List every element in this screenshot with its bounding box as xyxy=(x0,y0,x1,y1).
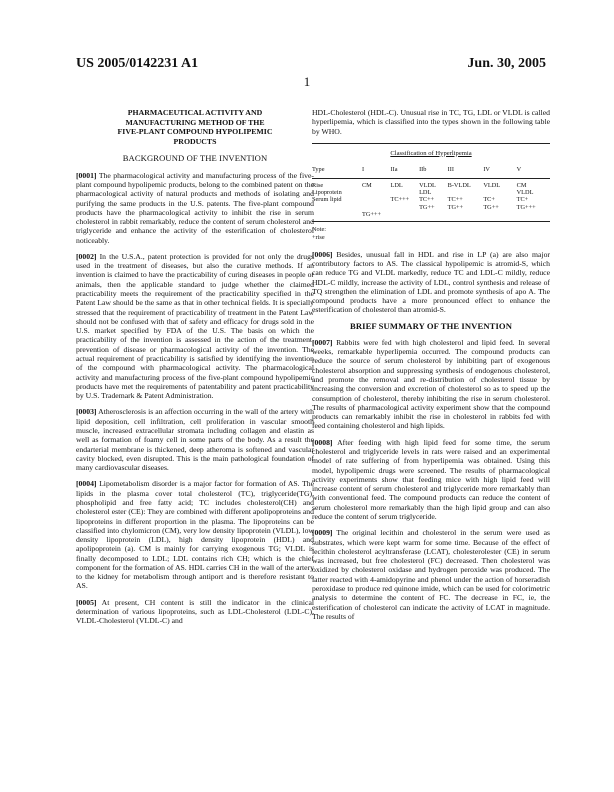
cell-line: Rise xyxy=(312,181,324,189)
table-cell xyxy=(448,178,484,222)
cell-line: CM xyxy=(516,181,527,189)
paragraph-text: Atherosclerosis is an affection occurring in the wall of the artery with lipid deposition, cell infiltration, cell proliferation in vascular smooth muscle, increased extracellular stromata including collagen and elastin as well as formation of foamy cell in some parts of the body. As a result the endarterial membrane is thickened, deep atheroma is softened and vascular cavity blocked, even disrupted. This is the main pathological foundation of many cardiovascular diseases. xyxy=(76,407,314,473)
right-column xyxy=(312,108,550,628)
paragraph-0005 xyxy=(76,598,314,626)
table-header-cell: I xyxy=(362,162,391,178)
cell-line: TG+++ xyxy=(361,211,382,219)
cell-line: TG+++ xyxy=(516,203,536,211)
table-cell xyxy=(312,178,362,222)
table-body-row xyxy=(312,178,550,222)
cell-line: TC++ xyxy=(419,196,435,204)
title-line: PRODUCTS xyxy=(173,136,217,146)
paragraph-text: The pharmacological activity and manufacturing process of the five-plant compound hypolipemic products, belong to the combined patent on the pharmacological activity of natural products and methods of isolating and purifying the same products in the U.S. patents. The five-plant compound products have the pharmacological activity to inhibit the rise in serum cholesterol in rabbit remarkably, reduce the content of serum cholesterol and triglyceride and enhance the activity of the esterification of cholesterol noticeably. xyxy=(76,170,314,245)
paragraph-text: Besides, unusual fall in HDL and rise in LP (a) are also major contributory factors to AS. The classical hypolipemic is atromid-S, which can reduce TG and VLDL markedly, reduce TC and LDL-C mildly, reduce HDL-C mildly, increase the activity of LDL, control synthesis and release of TQ strengthen the elimination of LDL and promote synthesis of apo A. The compound products have a more pronounced effect to enhance the esterification of cholesterol than atromid-S. xyxy=(312,249,550,315)
table-header-cell: V xyxy=(517,162,550,178)
table-note xyxy=(312,226,550,241)
paragraph-number: [0001] xyxy=(76,170,97,180)
hyperlipemia-table xyxy=(312,143,550,242)
cell-line: TC+++ xyxy=(390,196,410,204)
cell-line: LDL xyxy=(390,181,403,189)
table-header-cell: IV xyxy=(483,162,516,178)
table-caption: Classification of Hyperlipemia xyxy=(390,149,472,157)
cell-line: TG++ xyxy=(447,203,464,211)
title-line: MANUFACTURING METHOD OF THE xyxy=(125,117,265,127)
background-heading: BACKGROUND OF THE INVENTION xyxy=(122,153,268,164)
publication-date: Jun. 30, 2005 xyxy=(467,56,546,71)
paragraph-0002 xyxy=(76,252,314,401)
paragraph-number: [0006] xyxy=(312,249,333,259)
table-header-cell: IIa xyxy=(391,162,420,178)
paragraph-text: Rabbits were fed with high cholesterol and lipid feed. In several weeks, remarkable hyperlipemia occurred. The compound products can reduce the source of serum cholesterol by inhibiting part of exogenous cholesterol absorption and suppressing synthesis of endogenous cholesterol, and promote the removal and re-distribution of cholesterol tissue by increasing the conversion and excretion of cholesterol so as to speed up the consumption of cholesterol, thereby inhibiting the rise in serum cholesterol. The results of pharmacological activity experiment show that the compound products can remarkably inhibit the rise in cholesterol in rabbits fed with feed containing cholesterol and high lipids. xyxy=(312,337,550,431)
document-title xyxy=(76,108,314,146)
cell-line xyxy=(517,211,550,218)
paragraph-number: [0005] xyxy=(76,597,97,607)
paragraph-number: [0007] xyxy=(312,337,333,347)
paragraph-text: Lipometabolism disorder is a major factor for formation of AS. The lipids in the plasma cover total cholesterol (TC), triglyceride(TG), phospholipid and free fatty acid; TC includes cholesterol(CH) and cholesterol ester (CE): They are combined with different apolipoproteins and lipoproteins in different proportion in the plasma. The lipoproteins can be classified into chylomicron (CM), very low density lipoprotein (VLDL), low density lipoprotein (LDL), high density lipoprotein (HDL) and apolipoprotein (a). CM is mainly for carrying exogenous TG; VLDL is finally decomposed to LDL; LDL contains rich CH; which is the chief component for the formation of AS. HDL carries CH in the wall of the artery to the kidney for metabolism through antiport and is therefore resistant to AS. xyxy=(76,479,314,591)
paragraph-number: [0008] xyxy=(312,437,333,447)
paragraph-0001 xyxy=(76,171,314,245)
summary-heading: BRIEF SUMMARY OF THE INVENTION xyxy=(349,320,512,331)
table-header-cell: III xyxy=(448,162,484,178)
cell-line: TC+ xyxy=(483,196,495,204)
cell-line: TC++ xyxy=(447,196,463,204)
cell-line xyxy=(483,189,516,196)
table-grid xyxy=(312,162,550,222)
cell-line: TC+ xyxy=(516,196,529,204)
cell-line xyxy=(391,204,420,211)
table-header-row xyxy=(312,162,550,178)
cell-line xyxy=(312,204,362,211)
cell-line xyxy=(362,196,391,203)
table-cell xyxy=(419,178,448,222)
cell-line: LDL xyxy=(419,188,432,196)
table-note-line: Note: xyxy=(312,226,326,234)
table-cell xyxy=(362,178,391,222)
cell-line xyxy=(312,211,362,218)
cell-line xyxy=(483,211,516,218)
cell-line: VLDL xyxy=(483,181,501,189)
table-header-cell: IIb xyxy=(419,162,448,178)
paragraph-0003 xyxy=(76,407,314,472)
cell-line: TG++ xyxy=(483,203,499,211)
table-header-cell: Type xyxy=(312,162,362,178)
cell-line: Lipoprotein xyxy=(312,188,342,196)
paragraph-continued: HDL-Cholesterol (HDL-C). Unusual rise in TC, TG, LDL or VLDL is called hyperlipemia, which is classified into the types shown in the following table by WHO. xyxy=(312,108,550,136)
cell-line: TG++ xyxy=(419,203,435,211)
cell-line: VLDL xyxy=(516,188,534,196)
title-line: PHARMACEUTICAL ACTIVITY AND xyxy=(127,108,263,117)
cell-line xyxy=(362,204,391,211)
paragraph-text: At present, CH content is still the indicator in the clinical determination of various lipoproteins, such as LDL-Cholesterol (LDL-C), VLDL-Cholesterol (VLDL-C) and xyxy=(76,597,314,626)
paragraph-number: [0009] xyxy=(312,528,333,538)
cell-line: VLDL xyxy=(419,181,436,189)
cell-line: CM xyxy=(361,181,372,189)
table-note-line: +rise xyxy=(312,234,325,242)
paragraph-0007 xyxy=(312,338,550,431)
paragraph-text: In the U.S.A., patent protection is provided for not only the drugs used in the treatment of diseases, but also the curative methods. If an invention is claimed to have the practicability of curing diseases in people or animals, then the applicable standard to judge whether the claimed practicability meets the requirement of the practicability specified in the Patent Law should be the same as that in other technical fields. It is specially stressed that the requirement of practicability of treatment in the Patent Law should not be confused with that of safety and efficacy for drugs sold in the U.S. market specified by FDA of the U.S. The basis on which the practicability of the invention is assessed in the action of the treatment, prevention of disease or pharmacological activity of the invention. The actual requirement of practicability is satisfied by identifying the invention of the compound with pharmacological activity. The pharmacological activity and manufacturing process of the five-plant compound hypolipemic products have met the requirements of patentability and patent practicability by U.S. Trademark & Patent Administration. xyxy=(76,251,314,401)
cell-line: Serum lipid xyxy=(312,196,342,204)
paragraph-0006 xyxy=(312,250,550,315)
left-column xyxy=(76,108,314,633)
paragraph-text: After feeding with high lipid feed for some time, the serum cholesterol and triglyceride levels in rats were raised and an experimental model of rate suffering of from hyperlipemia was obtained. Using this model, hypolipemic drugs were screened. The results of pharmacological activity experiments show that feeding mice with high lipid feed will increase content of serum cholesterol and triglyceride more remarkably than with conventional feed. The compound products can reduce the content of serum cholesterol more remarkably than the high lipid group and can also reduce the content of serum triglyceride. xyxy=(312,437,550,521)
table-cell xyxy=(391,178,420,222)
paragraph-text: The original lecithin and cholesterol in the serum were used as substrates, which were kept warm for some time. Because of the effect of lecithin cholesterol acyltransferase (LCAT), cholesterolester (CE) in serum was increased, but free cholesterol (FC) decreased. Then cholesterol was oxidized by cholesterol oxidase and hydrogen peroxide was produced. The latter reacted with 4-amidopyrine and phenol under the action of horseradish peroxidase to produce red quinone imide, which can be used for colorimetric analysis to determine the content of FC. The decrease in FC, ie, the esterification of cholesterol can indicate the activity of LCAT in magnitude. The results of xyxy=(312,528,550,621)
paragraph-number: [0004] xyxy=(76,479,97,489)
cell-line xyxy=(448,211,484,218)
table-cell xyxy=(483,178,516,222)
cell-line xyxy=(362,189,391,196)
paragraph-0008 xyxy=(312,438,550,522)
cell-line xyxy=(391,189,420,196)
cell-line xyxy=(391,211,420,218)
paragraph-0004 xyxy=(76,479,314,590)
patent-number: US 2005/0142231 A1 xyxy=(76,56,199,71)
cell-line xyxy=(448,189,484,196)
title-line: FIVE-PLANT COMPOUND HYPOLIPEMIC xyxy=(117,127,273,137)
paragraph-0009 xyxy=(312,528,550,621)
paragraph-number: [0003] xyxy=(76,407,97,417)
table-cell xyxy=(517,178,550,222)
cell-line: B-VLDL xyxy=(447,181,471,189)
cell-line xyxy=(419,211,448,218)
paragraph-number: [0002] xyxy=(76,251,97,261)
page-number: 1 xyxy=(303,74,311,89)
